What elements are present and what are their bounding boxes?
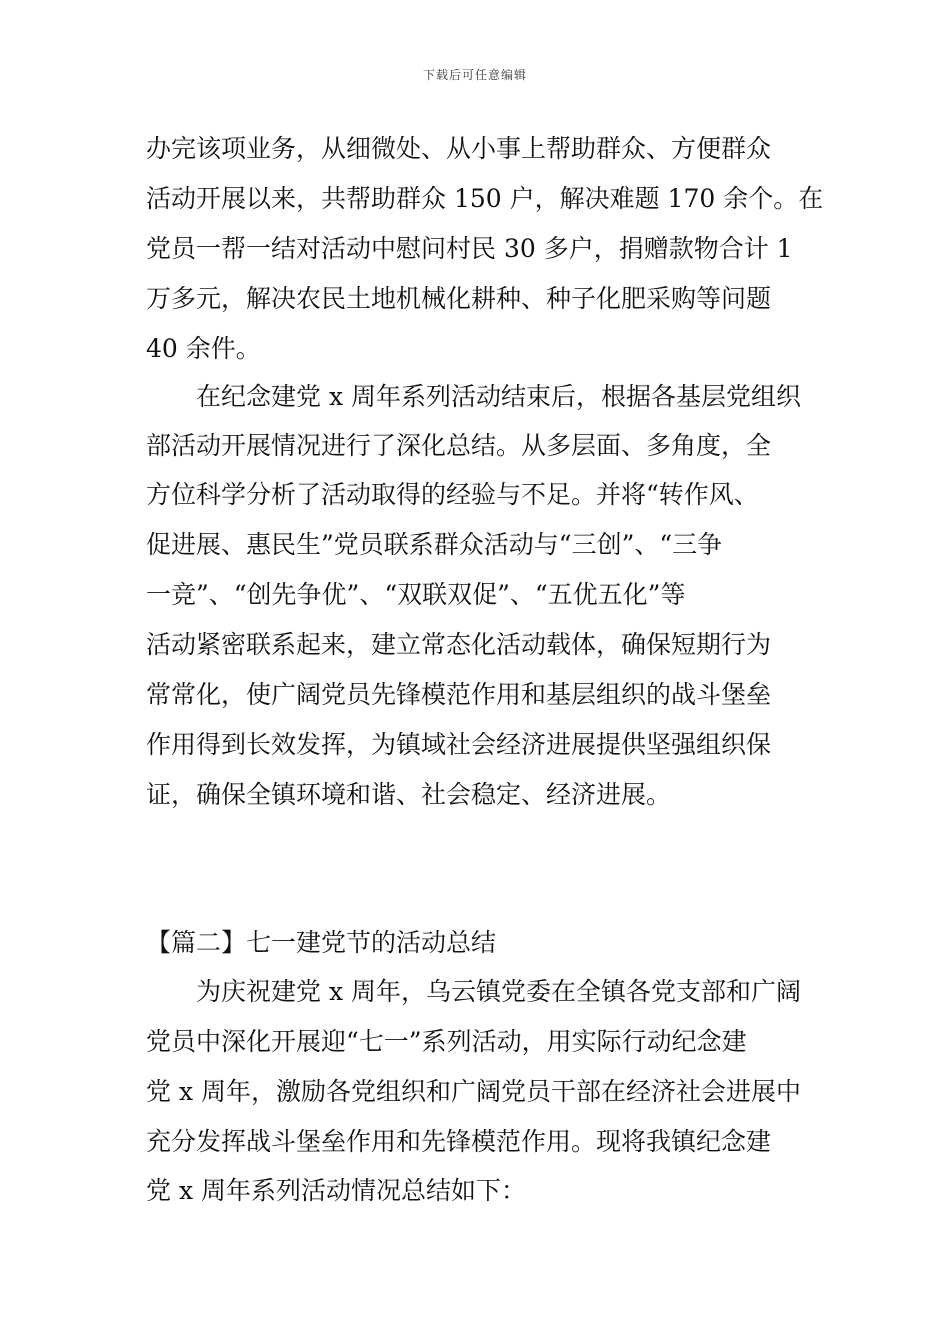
text-line: 常常化，使广阔党员先锋模范作用和基层组织的战斗堡垒 bbox=[146, 680, 772, 709]
text-line: 作用得到长效发挥，为镇域社会经济进展提供坚强组织保 bbox=[146, 730, 772, 759]
text-line: 党员一帮一结对活动中慰问村民 30 多户，捐赠款物合计 1 bbox=[146, 234, 793, 263]
text-line: 40 余件。 bbox=[146, 334, 261, 363]
text-line: 万多元，解决农民土地机械化耕种、种子化肥采购等问题 bbox=[146, 284, 772, 313]
text-line: 活动开展以来，共帮助群众 150 户，解决难题 170 余个。在 bbox=[146, 184, 824, 213]
section-heading: 【篇二】七一建党节的活动总结 bbox=[146, 928, 497, 957]
paragraph-first-line: 在纪念建党 x 周年系列活动结束后，根据各基层党组织 bbox=[196, 382, 801, 411]
text-line: 一竞”、“创先争优”、“双联双促”、“五优五化”等 bbox=[146, 580, 686, 609]
text-line: 党 x 周年，激励各党组织和广阔党员干部在经济社会进展中 bbox=[146, 1077, 801, 1106]
text-line: 证，确保全镇环境和谐、社会稳定、经济进展。 bbox=[146, 780, 672, 809]
text-line: 部活动开展情况进行了深化总结。从多层面、多角度，全 bbox=[146, 431, 772, 460]
paragraph-first-line: 为庆祝建党 x 周年，乌云镇党委在全镇各党支部和广阔 bbox=[196, 977, 801, 1006]
text-line: 充分发挥战斗堡垒作用和先锋模范作用。现将我镇纪念建 bbox=[146, 1127, 772, 1156]
text-line: 促进展、惠民生”党员联系群众活动与“三创”、“三争 bbox=[146, 530, 723, 559]
text-line: 活动紧密联系起来，建立常态化活动载体，确保短期行为 bbox=[146, 630, 772, 659]
text-line: 党员中深化开展迎“七一”系列活动，用实际行动纪念建 bbox=[146, 1027, 747, 1056]
page-header: 下载后可任意编辑 bbox=[422, 68, 527, 82]
text-line: 办完该项业务，从细微处、从小事上帮助群众、方便群众 bbox=[146, 134, 772, 163]
text-line: 方位科学分析了活动取得的经验与不足。并将“转作风、 bbox=[146, 480, 759, 509]
text-line: 党 x 周年系列活动情况总结如下： bbox=[146, 1176, 526, 1205]
